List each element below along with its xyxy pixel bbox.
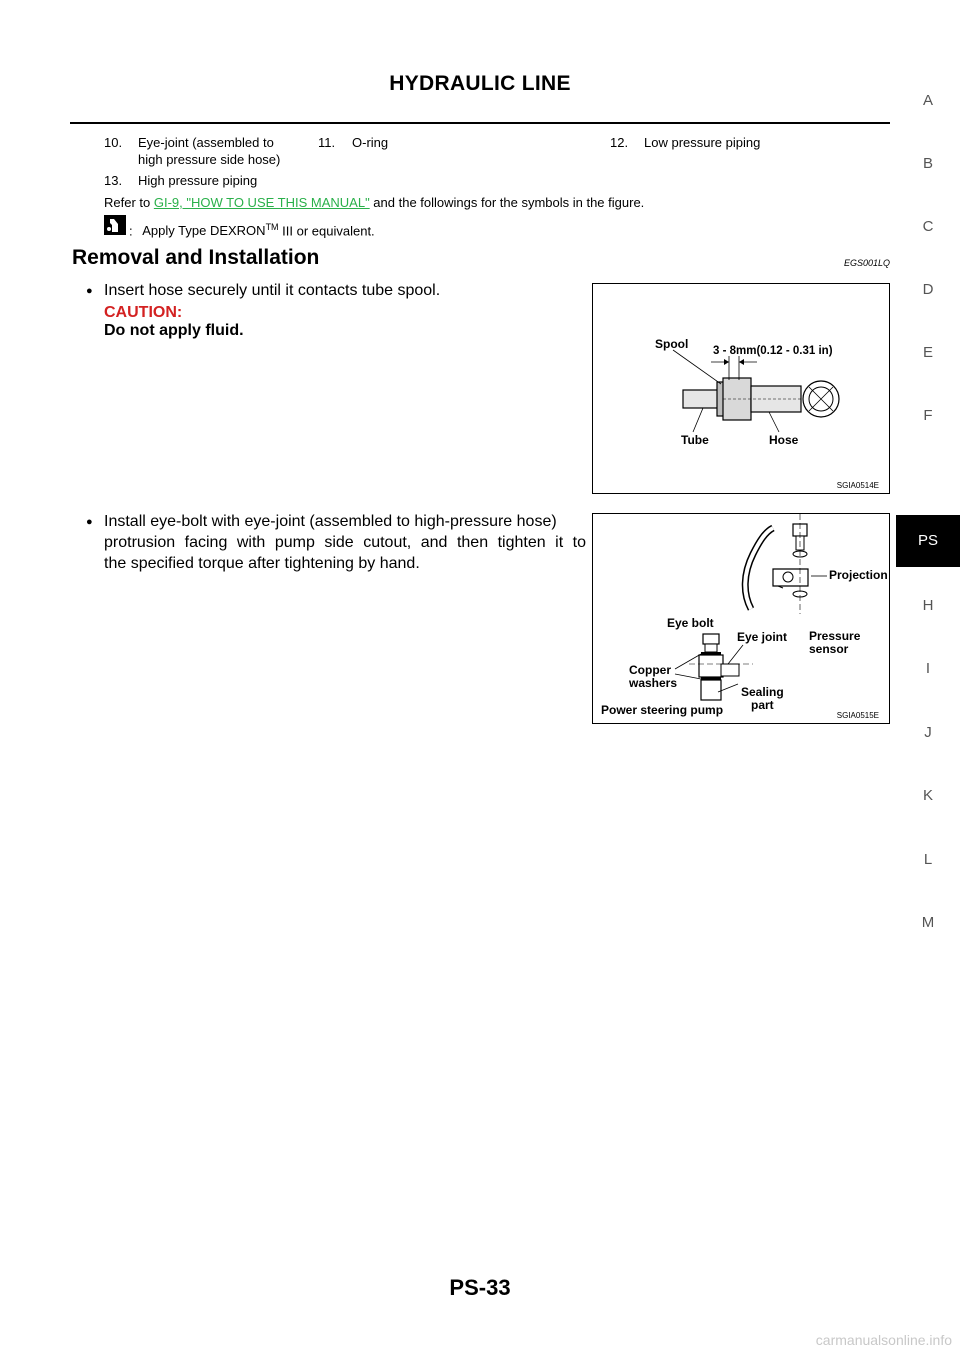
side-tab-m[interactable]: M xyxy=(921,914,935,931)
label-dimension: 3 - 8mm(0.12 - 0.31 in) xyxy=(713,345,833,357)
bullet-2-line-2: protrusion facing with pump side cutout, and then tighten it to xyxy=(104,534,586,551)
bullet-1-text: Insert hose securely until it contacts tube spool. xyxy=(104,282,441,299)
legend-num-11: 11. xyxy=(318,135,336,150)
side-tab-k[interactable]: K xyxy=(922,787,933,804)
apply-suffix: III or equivalent. xyxy=(278,223,375,239)
page-title: HYDRAULIC LINE xyxy=(389,72,571,95)
legend-text-10b: high pressure side hose) xyxy=(138,152,281,167)
section-code: EGS001LQ xyxy=(843,258,890,268)
label-tube: Tube xyxy=(681,433,709,447)
gi-9-link[interactable]: GI-9, "HOW TO USE THIS MANUAL" xyxy=(153,195,370,210)
side-tab-ps[interactable]: PS xyxy=(896,515,960,567)
label-pump: Power steering pump xyxy=(601,703,724,717)
side-tab-h[interactable]: H xyxy=(922,597,934,614)
eye-bolt-diagram xyxy=(593,514,889,723)
label-sensor: sensor xyxy=(809,642,849,656)
watermark: carmanualsonline.info xyxy=(815,1332,952,1348)
legend-text-13: High pressure piping xyxy=(138,173,258,188)
bullet-1-dot: ● xyxy=(86,285,93,297)
refer-suffix: and the followings for the symbols in the figure. xyxy=(369,195,645,210)
legend-num-13: 13. xyxy=(104,173,123,188)
apply-tm: TM xyxy=(265,222,279,232)
apply-line xyxy=(129,219,375,239)
caution-text: Do not apply fluid. xyxy=(104,322,244,339)
apply-prefix: Apply Type DEXRON xyxy=(142,223,266,239)
section-title: Removal and Installation xyxy=(72,246,320,269)
side-tab-b[interactable]: B xyxy=(922,155,933,172)
figure-2-id: SGIA0515E xyxy=(836,711,879,720)
figure-hose-spool xyxy=(592,283,890,494)
side-tab-e[interactable]: E xyxy=(922,344,933,361)
figure-eye-bolt xyxy=(592,513,890,724)
side-tab-d[interactable]: D xyxy=(922,281,934,298)
label-projection: Projection xyxy=(829,568,888,582)
page-number: PS-33 xyxy=(449,1275,511,1300)
label-eye-joint: Eye joint xyxy=(737,630,788,644)
label-pressure: Pressure xyxy=(809,629,861,643)
side-tab-l[interactable]: L xyxy=(923,851,933,868)
label-spool: Spool xyxy=(655,337,689,351)
side-tab-a[interactable]: A xyxy=(922,92,933,109)
label-washers: washers xyxy=(629,676,678,690)
legend-text-12: Low pressure piping xyxy=(644,135,761,150)
label-copper: Copper xyxy=(629,663,671,677)
fluid-symbol-icon xyxy=(104,215,126,235)
refer-line xyxy=(104,194,644,211)
hose-spool-diagram xyxy=(593,284,889,493)
header-rule xyxy=(70,122,890,124)
legend-num-10: 10. xyxy=(104,135,123,150)
label-part: part xyxy=(751,698,774,712)
label-sealing: Sealing xyxy=(741,685,784,699)
refer-prefix: Refer to xyxy=(104,195,154,210)
legend-num-12: 12. xyxy=(610,135,629,150)
bullet-2-line-3: the specified torque after tightening by hand. xyxy=(104,555,420,572)
figure-1-id: SGIA0514E xyxy=(836,481,879,490)
symbol-colon: : xyxy=(129,223,133,239)
label-eye-bolt: Eye bolt xyxy=(667,616,714,630)
legend-text-11: O-ring xyxy=(352,135,389,150)
label-hose: Hose xyxy=(769,433,799,447)
side-tab-j[interactable]: J xyxy=(924,724,932,741)
side-tab-f[interactable]: F xyxy=(923,407,933,424)
side-tab-i[interactable]: I xyxy=(925,660,931,677)
legend-text-10a: Eye-joint (assembled to xyxy=(138,135,274,150)
side-tab-c[interactable]: C xyxy=(922,218,934,235)
bullet-2-dot: ● xyxy=(86,516,93,528)
caution-label: CAUTION: xyxy=(104,304,183,321)
bullet-2-line-1: Install eye-bolt with eye-joint (assembled to high-pressure hose) xyxy=(104,513,557,530)
